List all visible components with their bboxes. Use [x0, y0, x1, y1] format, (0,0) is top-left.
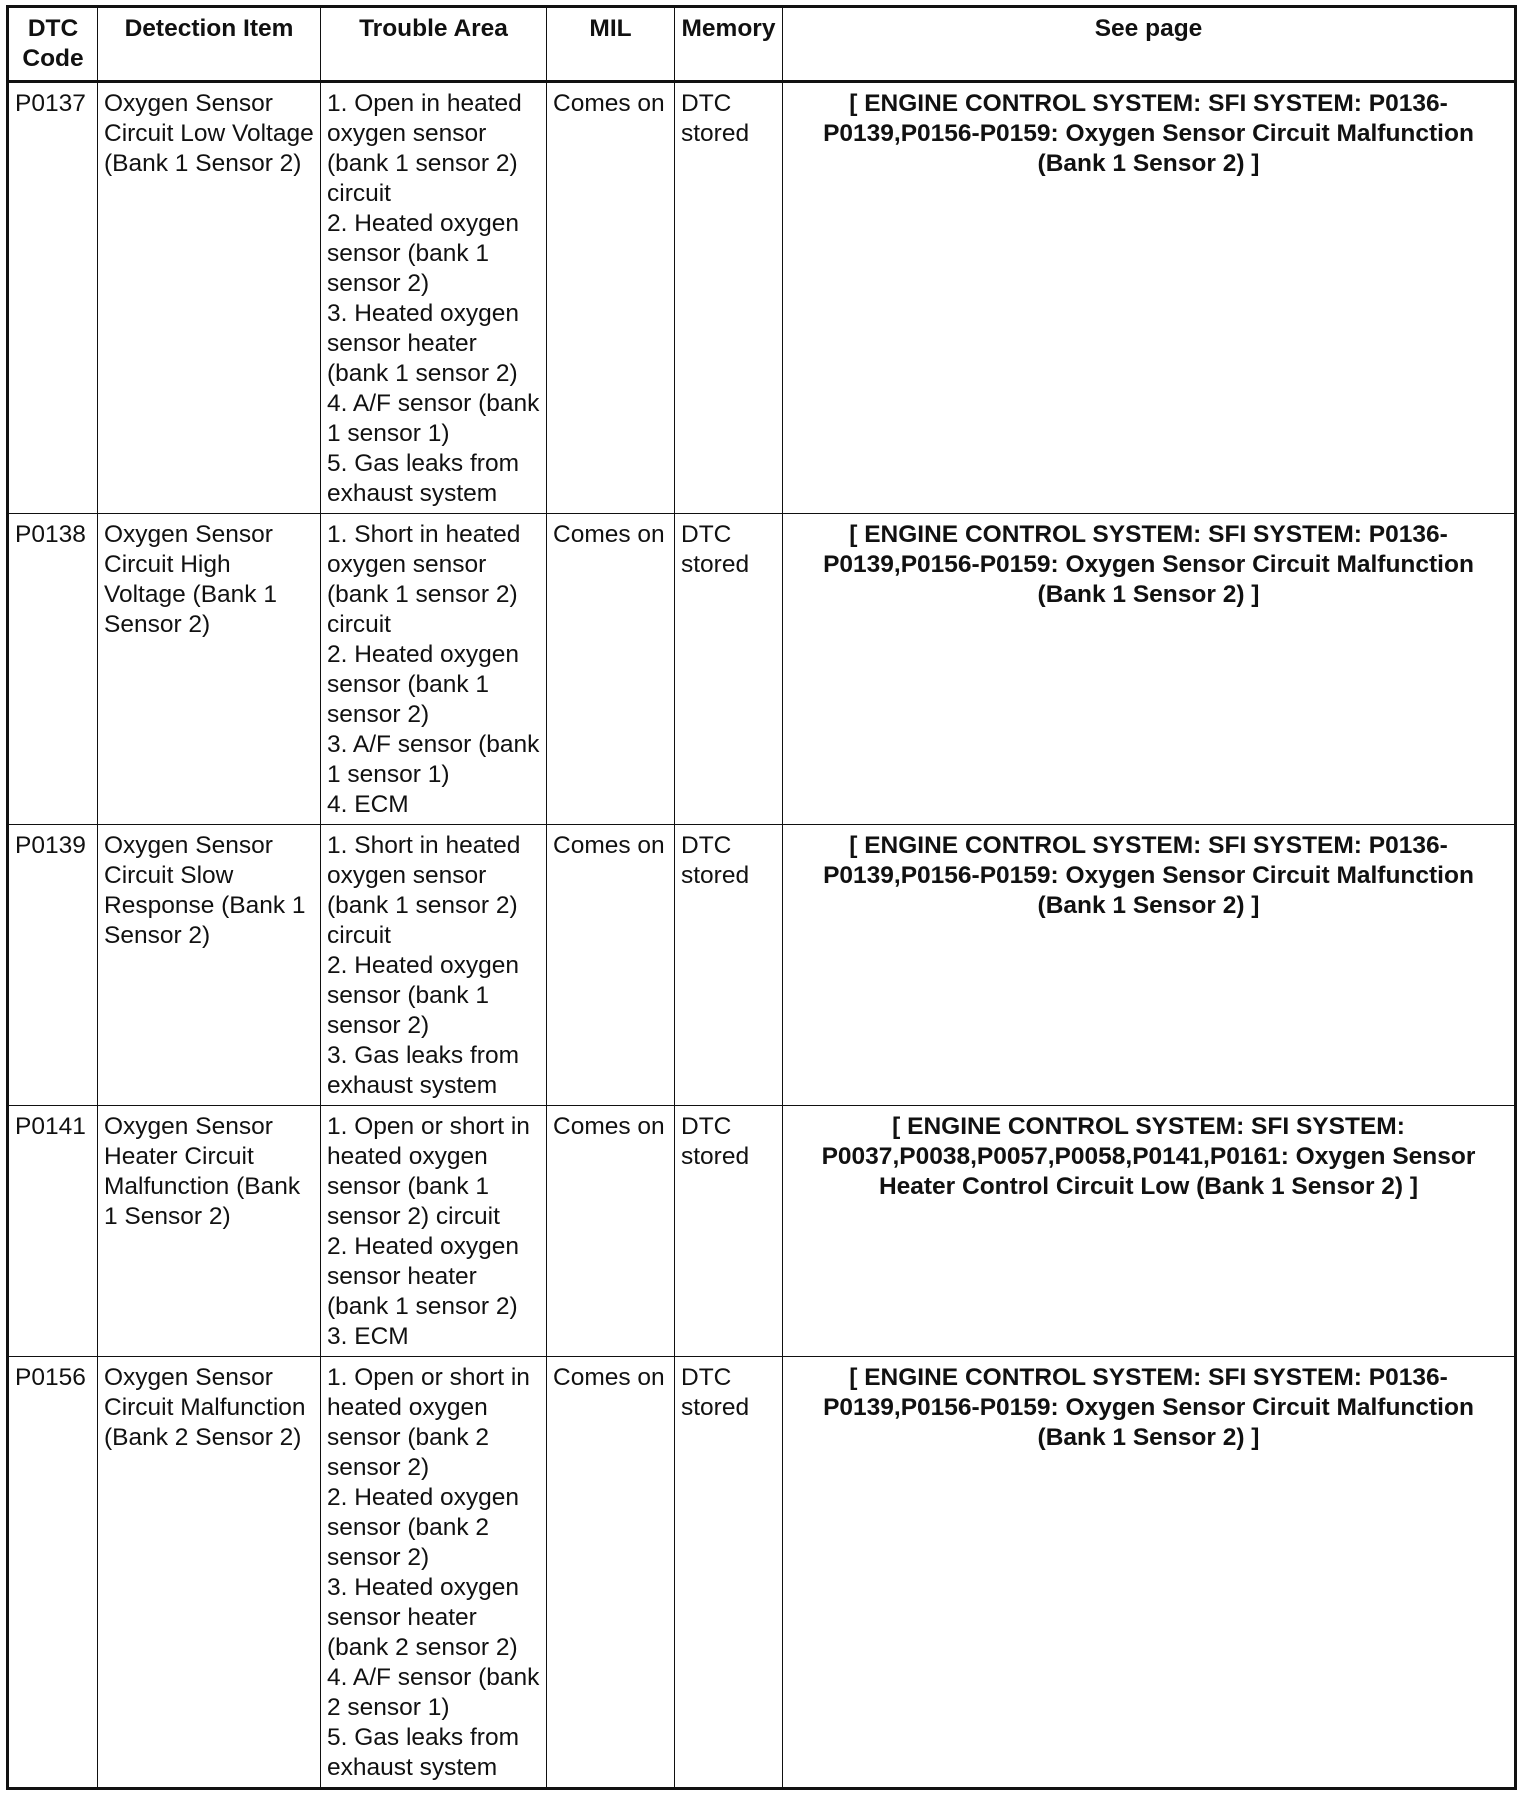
see-page-link[interactable]: [ ENGINE CONTROL SYSTEM: SFI SYSTEM: P0136-P0139,P0156-P0159: Oxygen Sensor Circuit Malfunction (Bank 1 Sensor 2) ] [783, 82, 1516, 514]
table-body [8, 82, 1516, 1789]
table-header [8, 7, 1516, 82]
detection-item-cell: Oxygen Sensor Circuit Low Voltage (Bank 1 Sensor 2) [98, 82, 321, 514]
dtc-code-cell: P0137 [8, 82, 98, 514]
trouble-area-item: 5. Gas leaks from exhaust system [327, 450, 519, 507]
trouble-area-item: 3. Gas leaks from exhaust system [327, 1042, 519, 1099]
see-page-link[interactable]: [ ENGINE CONTROL SYSTEM: SFI SYSTEM: P0136-P0139,P0156-P0159: Oxygen Sensor Circuit Malfunction (Bank 1 Sensor 2) ] [783, 1357, 1516, 1789]
memory-cell: DTC stored [675, 82, 783, 514]
header-trouble-area: Trouble Area [321, 7, 547, 82]
header-see-page: See page [783, 7, 1516, 82]
trouble-area-item: 1. Open in heated oxygen sensor (bank 1 sensor 2) circuit [327, 90, 522, 207]
memory-cell: DTC stored [675, 1106, 783, 1357]
table-row [8, 82, 1516, 514]
table-row [8, 825, 1516, 1106]
dtc-code-cell: P0138 [8, 514, 98, 825]
header-detection-item: Detection Item [98, 7, 321, 82]
trouble-area-item: 1. Open or short in heated oxygen sensor (bank 1 sensor 2) circuit [327, 1113, 530, 1230]
detection-item-cell: Oxygen Sensor Circuit Malfunction (Bank 2 Sensor 2) [98, 1357, 321, 1789]
trouble-area-item: 1. Short in heated oxygen sensor (bank 1 sensor 2) circuit [327, 832, 521, 949]
table-row [8, 1357, 1516, 1789]
dtc-code-cell: P0139 [8, 825, 98, 1106]
mil-cell: Comes on [547, 1357, 675, 1789]
trouble-area-item: 2. Heated oxygen sensor (bank 1 sensor 2) [327, 952, 520, 1039]
trouble-area-item: 2. Heated oxygen sensor (bank 1 sensor 2) [327, 210, 520, 297]
see-page-link[interactable]: [ ENGINE CONTROL SYSTEM: SFI SYSTEM: P0037,P0038,P0057,P0058,P0141,P0161: Oxygen Sensor Heater Control Circuit Low (Bank 1 Sensor 2) ] [783, 1106, 1516, 1357]
trouble-area-item: 2. Heated oxygen sensor (bank 1 sensor 2) [327, 641, 520, 728]
trouble-area-cell [321, 82, 547, 514]
dtc-code-cell: P0141 [8, 1106, 98, 1357]
table-row [8, 1106, 1516, 1357]
trouble-area-cell [321, 514, 547, 825]
trouble-area-item: 1. Open or short in heated oxygen sensor (bank 2 sensor 2) [327, 1364, 530, 1481]
trouble-area-cell [321, 1357, 547, 1789]
see-page-link[interactable]: [ ENGINE CONTROL SYSTEM: SFI SYSTEM: P0136-P0139,P0156-P0159: Oxygen Sensor Circuit Malfunction (Bank 1 Sensor 2) ] [783, 825, 1516, 1106]
trouble-area-item: 4. ECM [327, 791, 409, 818]
memory-cell: DTC stored [675, 1357, 783, 1789]
trouble-area-item: 2. Heated oxygen sensor (bank 2 sensor 2) [327, 1484, 520, 1571]
trouble-area-item: 4. A/F sensor (bank 2 sensor 1) [327, 1664, 540, 1721]
trouble-area-cell [321, 825, 547, 1106]
detection-item-cell: Oxygen Sensor Circuit Slow Response (Bank 1 Sensor 2) [98, 825, 321, 1106]
mil-cell: Comes on [547, 82, 675, 514]
trouble-area-item: 2. Heated oxygen sensor heater (bank 1 sensor 2) [327, 1233, 520, 1320]
header-dtc-code: DTC Code [8, 7, 98, 82]
mil-cell: Comes on [547, 514, 675, 825]
memory-cell: DTC stored [675, 825, 783, 1106]
memory-cell: DTC stored [675, 514, 783, 825]
trouble-area-item: 5. Gas leaks from exhaust system [327, 1724, 519, 1781]
table-row [8, 514, 1516, 825]
header-memory: Memory [675, 7, 783, 82]
dtc-table [6, 5, 1517, 1790]
trouble-area-item: 3. A/F sensor (bank 1 sensor 1) [327, 731, 540, 788]
see-page-link[interactable]: [ ENGINE CONTROL SYSTEM: SFI SYSTEM: P0136-P0139,P0156-P0159: Oxygen Sensor Circuit Malfunction (Bank 1 Sensor 2) ] [783, 514, 1516, 825]
trouble-area-item: 3. Heated oxygen sensor heater (bank 2 sensor 2) [327, 1574, 520, 1661]
trouble-area-cell [321, 1106, 547, 1357]
detection-item-cell: Oxygen Sensor Circuit High Voltage (Bank 1 Sensor 2) [98, 514, 321, 825]
trouble-area-item: 4. A/F sensor (bank 1 sensor 1) [327, 390, 540, 447]
trouble-area-item: 1. Short in heated oxygen sensor (bank 1 sensor 2) circuit [327, 521, 521, 638]
trouble-area-item: 3. Heated oxygen sensor heater (bank 1 sensor 2) [327, 300, 520, 387]
mil-cell: Comes on [547, 825, 675, 1106]
trouble-area-item: 3. ECM [327, 1323, 409, 1350]
dtc-code-cell: P0156 [8, 1357, 98, 1789]
header-mil: MIL [547, 7, 675, 82]
header-row [8, 7, 1516, 82]
mil-cell: Comes on [547, 1106, 675, 1357]
document-page [6, 5, 1514, 1790]
detection-item-cell: Oxygen Sensor Heater Circuit Malfunction (Bank 1 Sensor 2) [98, 1106, 321, 1357]
